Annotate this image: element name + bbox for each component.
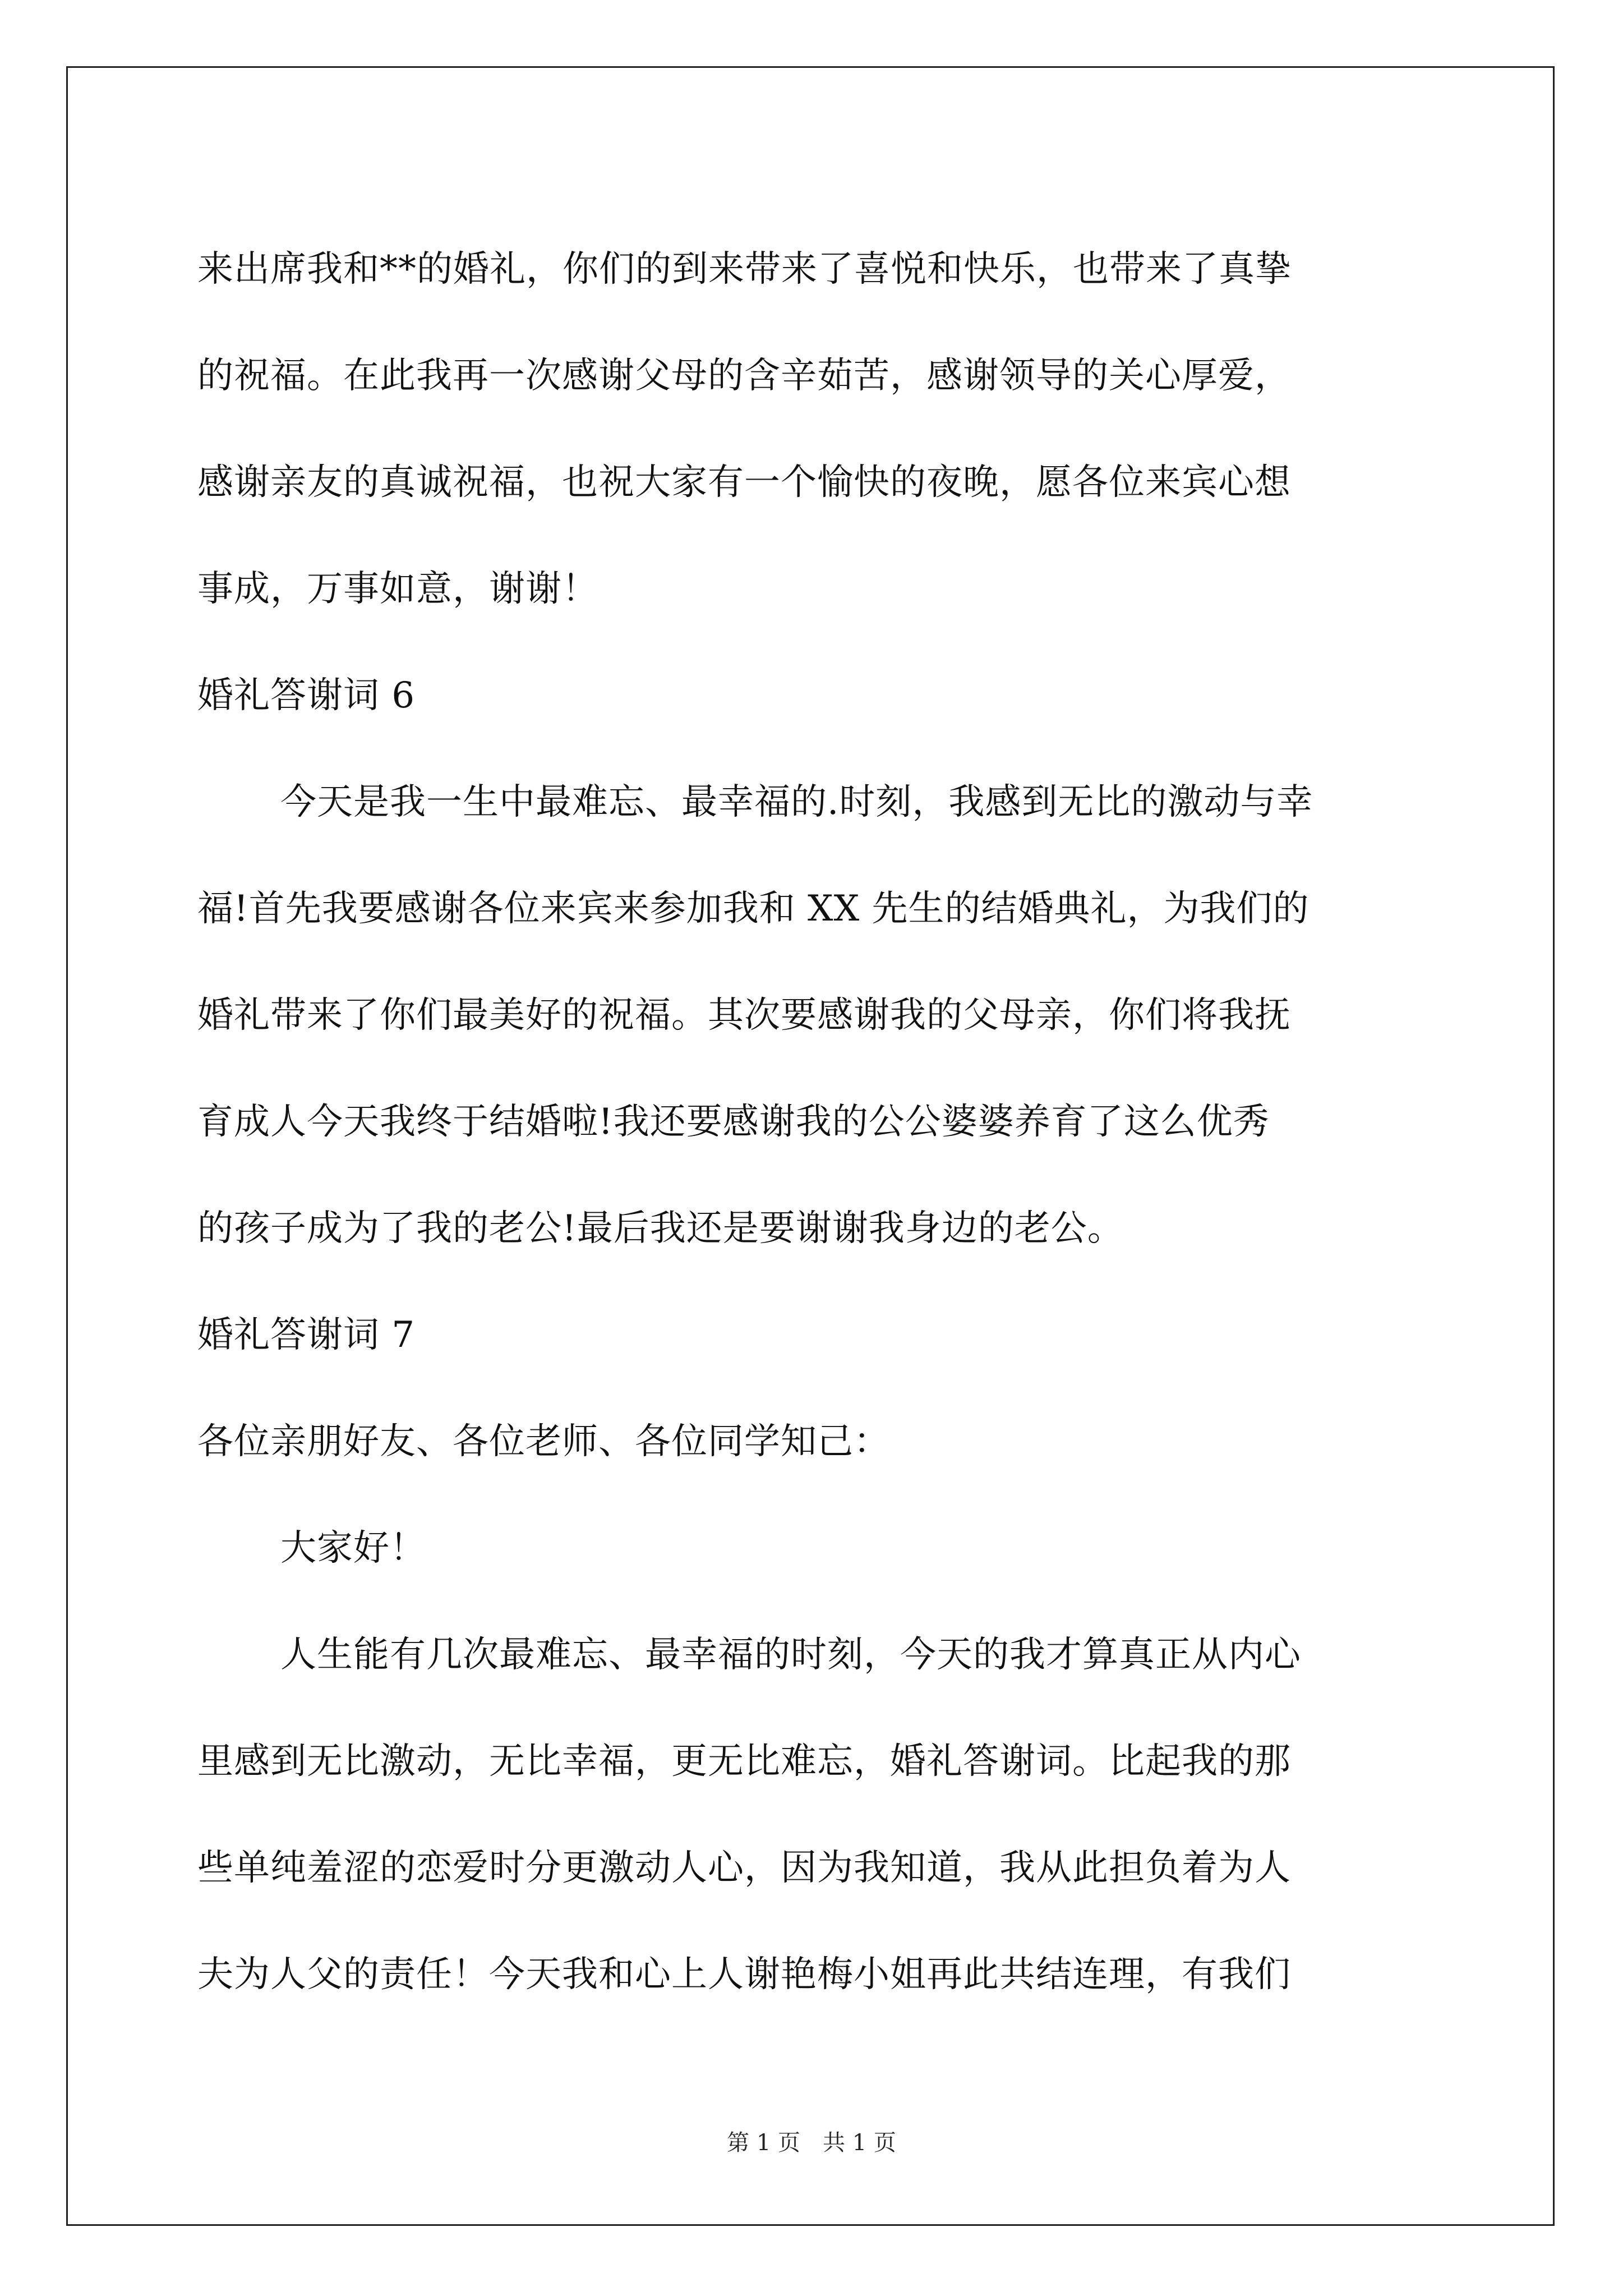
section-heading: 婚礼答谢词 6: [197, 675, 416, 716]
body-line: 的祝福。在此我再一次感谢父母的含辛茹苦，感谢领导的关心厚爱，: [197, 355, 1291, 397]
body-line: 育成人今天我终于结婚啦!我还要感谢我的公公婆婆养育了这么优秀: [197, 1101, 1270, 1143]
body-line: 今天是我一生中最难忘、最幸福的.时刻，我感到无比的激动与幸: [280, 781, 1313, 823]
page-footer: [0, 2129, 1623, 2157]
body-line: 福!首先我要感谢各位来宾来参加我和 XX 先生的结婚典礼，为我们的: [197, 888, 1310, 930]
page-number: 第 1 页: [727, 2130, 800, 2156]
body-line: 里感到无比激动，无比幸福，更无比难忘，婚礼答谢词。比起我的那: [197, 1741, 1291, 1782]
greeting: 大家好！: [280, 1527, 426, 1569]
body-line: 婚礼带来了你们最美好的祝福。其次要感谢我的父母亲，你们将我抚: [197, 995, 1291, 1036]
section-heading: 婚礼答谢词 7: [197, 1314, 416, 1356]
body-line: 的孩子成为了我的老公!最后我还是要谢谢我身边的老公。: [197, 1208, 1124, 1249]
body-line: 感谢亲友的真诚祝福，也祝大家有一个愉快的夜晚，愿各位来宾心想: [197, 462, 1291, 503]
document-body: [197, 216, 1423, 2028]
body-line: 些单纯羞涩的恋爱时分更激动人心，因为我知道，我从此担负着为人: [197, 1847, 1291, 1889]
body-line: 事成，万事如意，谢谢！: [197, 568, 598, 610]
body-line: 来出席我和**的婚礼，你们的到来带来了喜悦和快乐，也带来了真挚: [197, 249, 1292, 290]
page-total: 共 1 页: [823, 2130, 896, 2156]
body-line: 人生能有几次最难忘、最幸福的时刻，今天的我才算真正从内心: [280, 1634, 1301, 1676]
salutation: 各位亲朋好友、各位老师、各位同学知己：: [197, 1421, 890, 1462]
body-line: 夫为人父的责任！今天我和心上人谢艳梅小姐再此共结连理，有我们: [197, 1954, 1291, 1995]
